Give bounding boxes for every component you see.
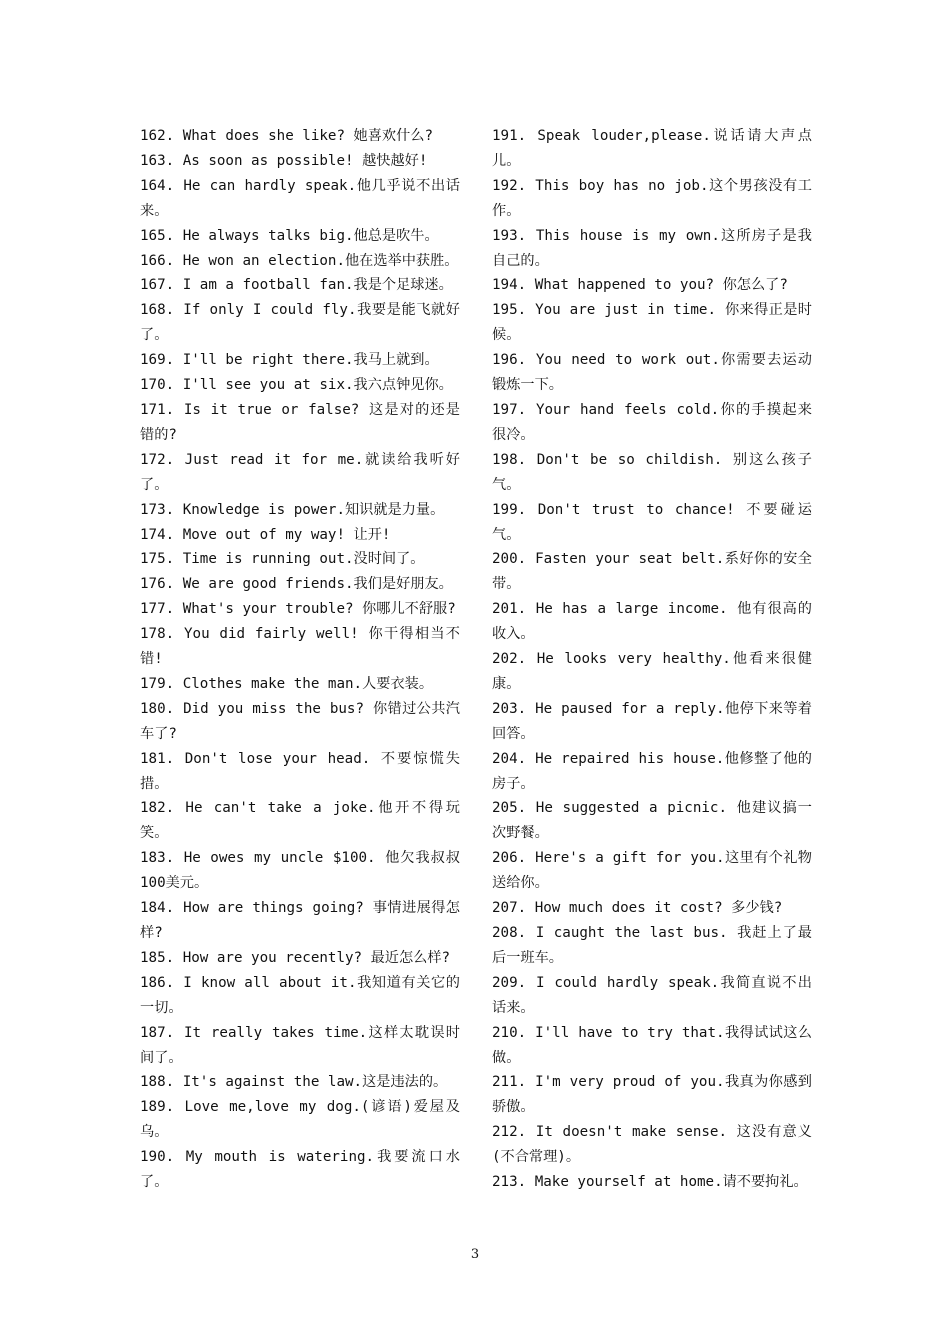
phrase-entry: 170. I'll see you at six.我六点钟见你。 bbox=[140, 377, 453, 394]
phrase-entry: 169. I'll be right there.我马上就到。 bbox=[140, 352, 439, 369]
phrase-entry: 190. My mouth is watering.我要流口水了。 bbox=[140, 1149, 460, 1191]
phrase-entry: 213. Make yourself at home.请不要拘礼。 bbox=[492, 1174, 808, 1191]
phrase-entry: 182. He can't take a joke.他开不得玩笑。 bbox=[140, 800, 460, 842]
phrase-entry: 173. Knowledge is power.知识就是力量。 bbox=[140, 501, 445, 518]
phrase-entry: 188. It's against the law.这是违法的。 bbox=[140, 1074, 448, 1091]
phrase-entry: 201. He has a large income. 他有很高的收入。 bbox=[492, 601, 812, 643]
phrase-entry: 171. Is it true or false? 这是对的还是错的? bbox=[140, 401, 460, 443]
phrase-entry: 212. It doesn't make sense. 这没有意义(不合常理)。 bbox=[492, 1124, 812, 1166]
phrase-entry: 186. I know all about it.我知道有关它的一切。 bbox=[140, 974, 460, 1016]
phrase-entry: 193. This house is my own.这所房子是我自己的。 bbox=[492, 227, 812, 269]
phrase-entry: 172. Just read it for me.就读给我听好了。 bbox=[140, 451, 460, 493]
phrase-entry: 163. As soon as possible! 越快越好! bbox=[140, 152, 428, 169]
right-column bbox=[492, 124, 812, 1195]
phrase-entry: 202. He looks very healthy.他看来很健康。 bbox=[492, 651, 812, 692]
phrase-entry: 184. How are things going? 事情进展得怎样? bbox=[140, 900, 460, 941]
phrase-entry: 185. How are you recently? 最近怎么样? bbox=[140, 949, 451, 966]
phrase-entry: 204. He repaired his house.他修整了他的房子。 bbox=[492, 750, 812, 792]
phrase-entry: 196. You need to work out.你需要去运动锻炼一下。 bbox=[492, 352, 812, 394]
phrase-entry: 168. If only I could fly.我要是能飞就好了。 bbox=[140, 302, 460, 344]
phrase-entry: 194. What happened to you? 你怎么了? bbox=[492, 277, 788, 294]
phrase-entry: 162. What does she like? 她喜欢什么? bbox=[140, 128, 434, 144]
phrase-entry: 177. What's your trouble? 你哪儿不舒服? bbox=[140, 601, 456, 618]
phrase-entry: 211. I'm very proud of you.我真为你感到骄傲。 bbox=[492, 1074, 812, 1116]
phrase-entry: 200. Fasten your seat belt.系好你的安全带。 bbox=[492, 551, 812, 593]
phrase-entry: 198. Don't be so childish. 别这么孩子气。 bbox=[492, 451, 812, 493]
phrase-entry: 175. Time is running out.没时间了。 bbox=[140, 551, 425, 568]
phrase-entry: 166. He won an election.他在选举中获胜。 bbox=[140, 252, 459, 269]
phrase-entry: 164. He can hardly speak.他几乎说不出话来。 bbox=[140, 177, 460, 219]
phrase-entry: 208. I caught the last bus. 我赶上了最后一班车。 bbox=[492, 925, 812, 966]
phrase-entry: 181. Don't lose your head. 不要惊慌失措。 bbox=[140, 750, 460, 792]
page-number: 3 bbox=[470, 1247, 480, 1262]
phrase-entry: 206. Here's a gift for you.这里有个礼物送给你。 bbox=[492, 850, 812, 892]
left-column bbox=[140, 124, 460, 1195]
phrase-entry: 189. Love me,love my dog.(谚语)爱屋及乌。 bbox=[140, 1099, 460, 1141]
phrase-entry: 183. He owes my uncle $100. 他欠我叔叔100美元。 bbox=[140, 850, 460, 892]
phrase-entry: 176. We are good friends.我们是好朋友。 bbox=[140, 576, 453, 593]
phrase-entry: 205. He suggested a picnic. 他建议搞一次野餐。 bbox=[492, 800, 812, 842]
phrase-entry: 192. This boy has no job.这个男孩没有工作。 bbox=[492, 177, 812, 219]
phrase-entry: 179. Clothes make the man.人要衣装。 bbox=[140, 675, 434, 692]
phrase-entry: 195. You are just in time. 你来得正是时候。 bbox=[492, 302, 812, 344]
phrase-entry: 209. I could hardly speak.我简直说不出话来。 bbox=[492, 974, 812, 1016]
phrase-entry: 210. I'll have to try that.我得试试这么做。 bbox=[492, 1024, 812, 1066]
phrase-entry: 207. How much does it cost? 多少钱? bbox=[492, 900, 783, 917]
phrase-entry: 174. Move out of my way! 让开! bbox=[140, 526, 391, 543]
phrase-entry: 167. I am a football fan.我是个足球迷。 bbox=[140, 277, 453, 294]
phrase-entry: 165. He always talks big.他总是吹牛。 bbox=[140, 227, 439, 244]
phrase-entry: 180. Did you miss the bus? 你错过公共汽车了? bbox=[140, 700, 460, 742]
phrase-entry: 203. He paused for a reply.他停下来等着回答。 bbox=[492, 700, 812, 742]
phrase-entry: 197. Your hand feels cold.你的手摸起来很冷。 bbox=[492, 401, 812, 443]
phrase-entry: 199. Don't trust to chance! 不要碰运气。 bbox=[492, 501, 812, 543]
phrase-entry: 191. Speak louder,please.说话请大声点儿。 bbox=[492, 128, 812, 169]
phrase-entry: 187. It really takes time.这样太耽误时间了。 bbox=[140, 1024, 460, 1066]
phrase-entry: 178. You did fairly well! 你干得相当不错! bbox=[140, 626, 460, 668]
